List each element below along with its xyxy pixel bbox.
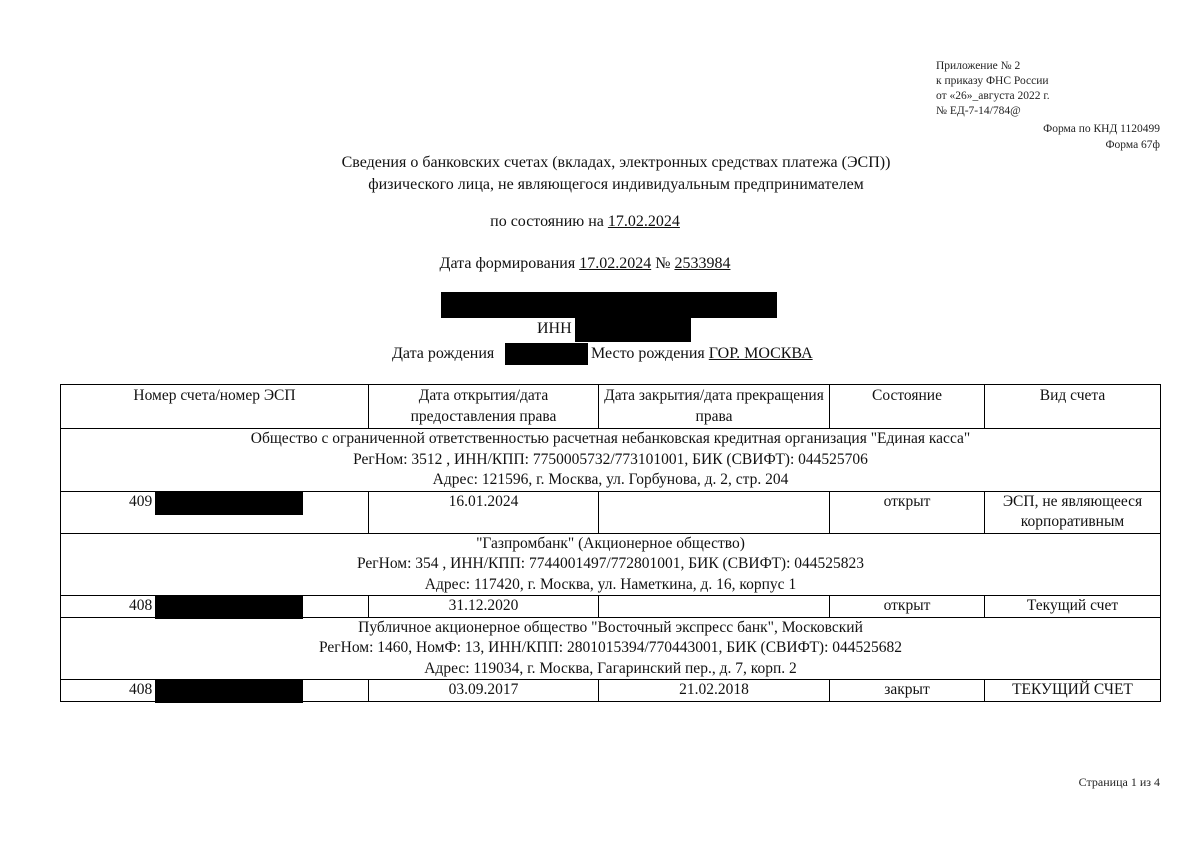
redacted-account-number bbox=[155, 492, 303, 515]
account-type: ТЕКУЩИЙ СЧЕТ bbox=[985, 680, 1161, 702]
formation-line bbox=[0, 255, 1170, 273]
account-state: открыт bbox=[830, 596, 985, 618]
redacted-account-number bbox=[155, 596, 303, 619]
account-row bbox=[61, 680, 1161, 702]
appendix-line: № ЕД-7-14/784@ bbox=[936, 105, 1021, 117]
bank-info bbox=[61, 617, 1161, 680]
account-type: Текущий счет bbox=[985, 596, 1161, 618]
account-state: закрыт bbox=[830, 680, 985, 702]
document-title bbox=[0, 152, 1200, 196]
bank-info bbox=[61, 533, 1161, 596]
redacted-account-number bbox=[155, 680, 303, 703]
formation-number: 2533984 bbox=[674, 255, 731, 272]
redacted-birth-date bbox=[505, 343, 588, 365]
bank-registration: РегНом: 3512 , ИНН/КПП: 7750005732/773101001, БИК (СВИФТ): 044525706 bbox=[353, 450, 868, 468]
account-number bbox=[61, 680, 369, 702]
bank-name: Публичное акционерное общество "Восточный экспресс банк", Московский bbox=[358, 618, 863, 636]
account-number-prefix: 408 bbox=[129, 597, 153, 614]
bank-row bbox=[61, 429, 1161, 492]
inn-label: ИНН bbox=[537, 320, 572, 337]
account-open-date: 16.01.2024 bbox=[369, 491, 599, 533]
bank-address: Адрес: 117420, г. Москва, ул. Наметкина, д. 16, корпус 1 bbox=[424, 575, 797, 593]
account-row bbox=[61, 596, 1161, 618]
header-open-date: Дата открытия/дата предоставления права bbox=[369, 385, 599, 429]
bank-address: Адрес: 119034, г. Москва, Гагаринский пер., д. 7, корп. 2 bbox=[424, 659, 797, 677]
account-type: ЭСП, не являющееся корпоративным bbox=[985, 491, 1161, 533]
account-number-prefix: 409 bbox=[129, 492, 153, 510]
status-date-line bbox=[0, 213, 1170, 231]
form-number: Форма 67ф bbox=[1105, 139, 1160, 151]
account-close-date bbox=[599, 491, 830, 533]
form-knd: Форма по КНД 1120499 bbox=[1043, 123, 1160, 135]
bank-info bbox=[61, 429, 1161, 492]
header-account-type: Вид счета bbox=[985, 385, 1161, 429]
account-close-date: 21.02.2018 bbox=[599, 680, 830, 702]
account-close-date bbox=[599, 596, 830, 618]
bank-address: Адрес: 121596, г. Москва, ул. Горбунова, д. 2, стр. 204 bbox=[432, 471, 789, 488]
account-row bbox=[61, 491, 1161, 533]
formation-number-label: № bbox=[655, 255, 671, 272]
bank-row bbox=[61, 533, 1161, 596]
header-account-number: Номер счета/номер ЭСП bbox=[61, 385, 369, 429]
bank-name: "Газпромбанк" (Акционерное общество) bbox=[476, 534, 745, 552]
account-open-date: 31.12.2020 bbox=[369, 596, 599, 618]
account-open-date: 03.09.2017 bbox=[369, 680, 599, 702]
birth-date-label: Дата рождения bbox=[392, 345, 495, 362]
account-number bbox=[61, 491, 369, 533]
page-counter: Страница 1 из 4 bbox=[1078, 775, 1160, 789]
accounts-table bbox=[60, 384, 1161, 702]
formation-date: 17.02.2024 bbox=[579, 255, 652, 272]
account-number bbox=[61, 596, 369, 618]
bank-name: Общество с ограниченной ответственностью расчетная небанковская кредитная организация "Единая касса" bbox=[250, 430, 971, 447]
formation-label: Дата формирования bbox=[439, 255, 576, 272]
bank-registration: РегНом: 354 , ИНН/КПП: 7744001497/772801001, БИК (СВИФТ): 044525823 bbox=[356, 555, 865, 572]
redacted-inn bbox=[575, 318, 691, 342]
table-header-row bbox=[61, 385, 1161, 429]
header-state: Состояние bbox=[830, 385, 985, 429]
account-state: открыт bbox=[830, 491, 985, 533]
birthplace-line bbox=[591, 345, 813, 363]
account-number-prefix: 408 bbox=[129, 681, 153, 698]
status-label: по состоянию на bbox=[490, 213, 604, 230]
appendix-line: Приложение № 2 bbox=[936, 60, 1021, 72]
form-codes bbox=[1043, 121, 1160, 153]
birthplace-value: ГОР. МОСКВА bbox=[708, 345, 813, 362]
birthplace-label: Место рождения bbox=[591, 345, 705, 362]
redacted-full-name bbox=[441, 292, 777, 318]
bank-row bbox=[61, 617, 1161, 680]
appendix-line: к приказу ФНС России bbox=[936, 75, 1049, 87]
title-line-1: Сведения о банковских счетах (вкладах, электронных средствах платежа (ЭСП)) bbox=[341, 154, 891, 171]
appendix-line: от «26»_августа 2022 г. bbox=[936, 90, 1050, 102]
title-line-2: физического лица, не являющегося индивидуальным предпринимателем bbox=[368, 176, 864, 193]
status-date: 17.02.2024 bbox=[607, 213, 680, 230]
header-close-date: Дата закрытия/дата прекращения права bbox=[599, 385, 830, 429]
appendix-reference bbox=[936, 59, 1050, 119]
bank-registration: РегНом: 1460, НомФ: 13, ИНН/КПП: 2801015394/770443001, БИК (СВИФТ): 044525682 bbox=[318, 639, 903, 656]
